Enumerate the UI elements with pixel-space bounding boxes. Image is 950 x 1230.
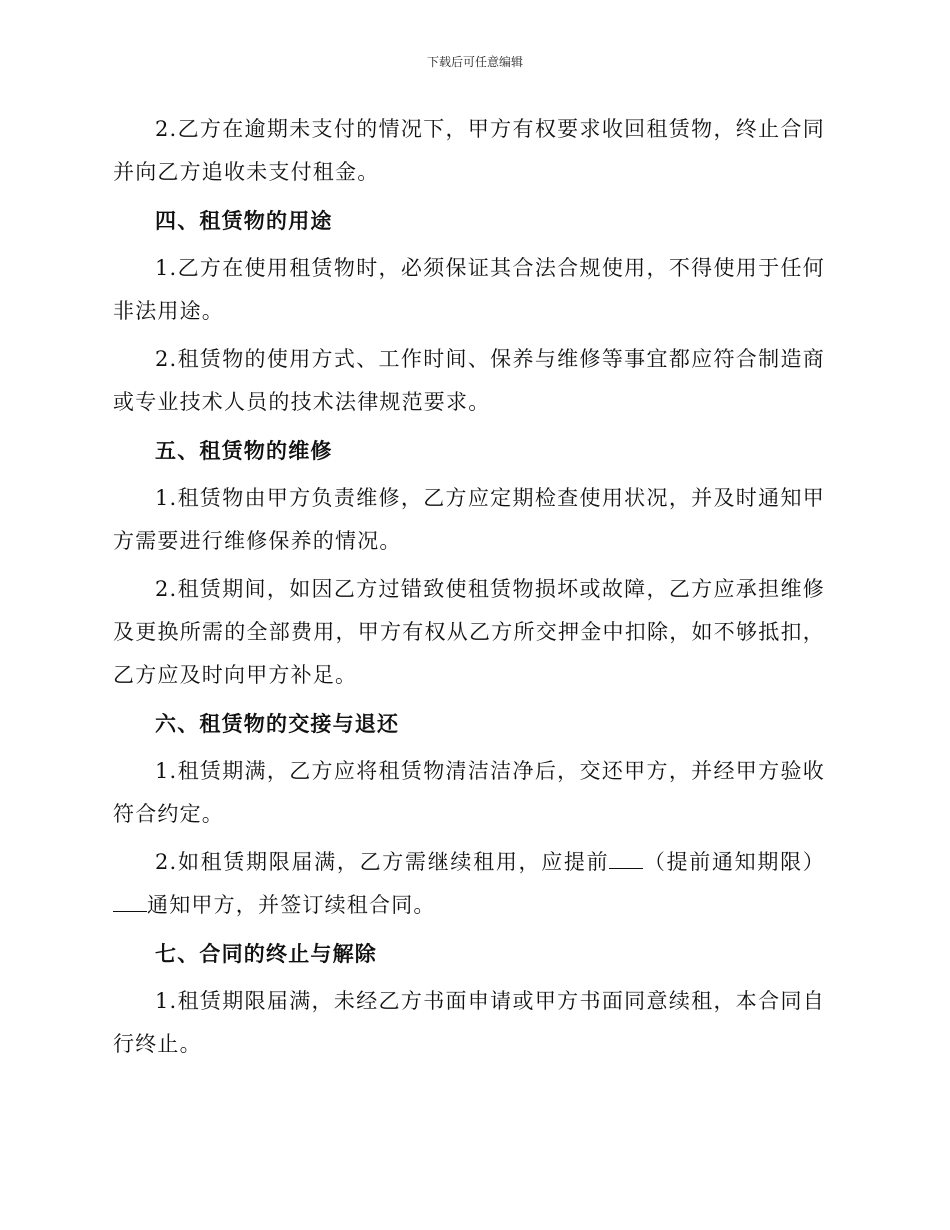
section-heading-usage: 四、租赁物的用途 [155,208,333,233]
document-body [113,108,825,1071]
paragraph-damage-cost: 2.租赁期间，如因乙方过错致使租赁物损坏或故障，乙方应承担维修及更换所需的全部费用，甲方有权从乙方所交押金中扣除，如不够抵扣，乙方应及时向甲方补足。 [113,577,825,687]
section-heading-handover-return: 六、租赁物的交接与退还 [155,711,400,736]
renewal-text-middle: （提前通知期限） [643,850,826,874]
paragraph-maintenance-duty: 1.租赁物由甲方负责维修，乙方应定期检查使用状况，并及时通知甲方需要进行维修保养的情况。 [113,486,825,553]
paragraph-lawful-use: 1.乙方在使用租赁物时，必须保证其合法合规使用，不得使用于任何非法用途。 [113,256,825,323]
section-heading-termination: 七、合同的终止与解除 [155,941,377,966]
paragraph-auto-termination: 1.租赁期限届满，未经乙方书面申请或甲方书面同意续租，本合同自行终止。 [113,989,825,1056]
paragraph-usage-standards: 2.租赁物的使用方式、工作时间、保养与维修等事宜都应符合制造商或专业技术人员的技术法律规范要求。 [113,347,825,414]
paragraph-return-on-expiry: 1.租赁期满，乙方应将租赁物清洁洁净后，交还甲方，并经甲方验收符合约定。 [113,759,825,826]
blank-fill-line [113,893,147,912]
renewal-text-after: 通知甲方，并签订续租合同。 [147,893,436,917]
blank-fill-line [609,850,643,869]
section-heading-maintenance: 五、租赁物的维修 [155,438,333,463]
page-header: 下载后可任意编辑 [426,55,523,69]
paragraph-overdue-recovery: 2.乙方在逾期未支付的情况下，甲方有权要求收回租赁物，终止合同并向乙方追收未支付租金。 [113,117,825,184]
paragraph-renewal-notice [113,841,825,927]
renewal-text-before: 2.如租赁期限届满，乙方需继续租用，应提前 [155,850,610,874]
